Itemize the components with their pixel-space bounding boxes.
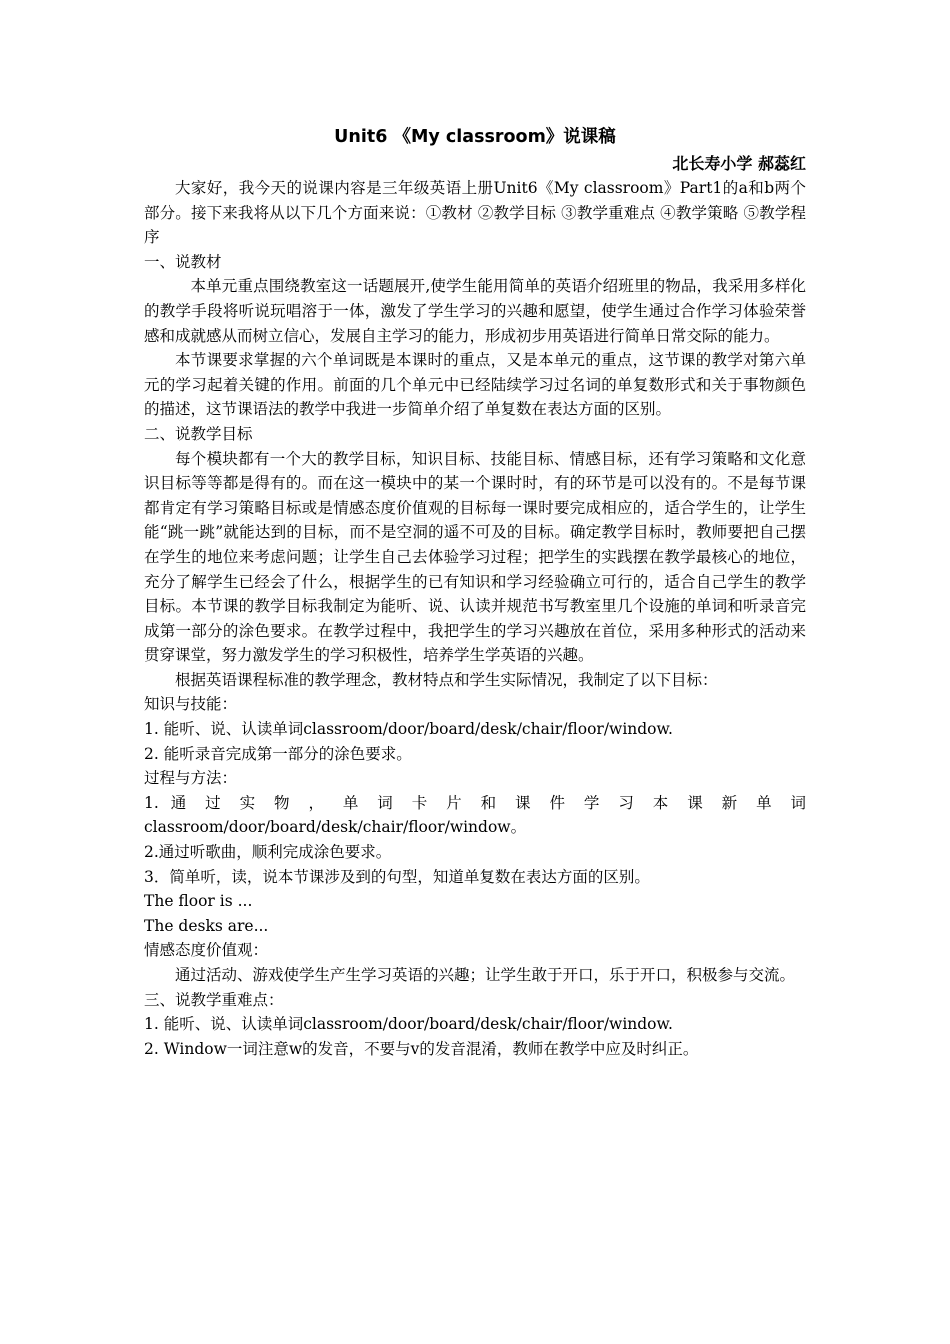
- key-point-1: 1. 能听、说、认读单词classroom/door/board/desk/chair/floor/window.: [144, 1015, 673, 1034]
- sentence-pattern-1: The floor is ...: [144, 892, 253, 911]
- attitude-paragraph: 通过活动、游戏使学生产生学习英语的兴趣；让学生敢于开口，乐于开口，积极参与交流。: [175, 966, 796, 984]
- section1-paragraph-1: 本单元重点围绕教室这一话题展开,使学生能用简单的英语介绍班里的物品，我采用多样化的教学手段将听说玩唱溶于一体，激发了学生学习的兴趣和愿望，使学生通过合作学习体验荣誉感和成就感从而树立信心，发展自主学习的能力，形成初步用英语进行简单日常交际的能力。: [144, 277, 806, 345]
- attitude-heading: 情感态度价值观：: [144, 941, 269, 960]
- document-title: Unit6 《My classroom》说课稿: [334, 127, 616, 147]
- section2-paragraph-2: 根据英语课程标准的教学理念，教材特点和学生实际情况，我制定了以下目标：: [175, 670, 718, 689]
- section1-paragraph-2: 本节课要求掌握的六个单词既是本课时的重点，又是本单元的重点，这节课的教学对第六单元的学习起着关键的作用。前面的几个单元中已经陆续学习过名词的单复数形式和关于事物颜色的描述，这节课语法的教学中我进一步简单介绍了单复数在表达方面的区别。: [144, 351, 806, 419]
- process-heading: 过程与方法：: [144, 769, 238, 788]
- process-item-1-line-1: 1. 通 过 实 物 ， 单 词 卡 片 和 课 件 学 习 本 课 新 单 词: [144, 793, 806, 812]
- intro-paragraph: 大家好，我今天的说课内容是三年级英语上册Unit6《My classroom》Part1的a和b两个部分。接下来我将从以下几个方面来说：①教材 ②教学目标 ③教学重难点 ④教学策略 ⑤教学程序: [144, 179, 806, 247]
- process-item-2: 2.通过听歌曲，顺利完成涂色要求。: [144, 843, 392, 862]
- process-item-3: 3．简单听，读，说本节课涉及到的句型，知道单复数在表达方面的区别。: [144, 867, 650, 886]
- document-page: [144, 124, 806, 1061]
- section3-heading: 三、说教学重难点：: [144, 990, 284, 1009]
- knowledge-heading: 知识与技能：: [144, 695, 238, 714]
- section1-heading: 一、说教材: [144, 252, 222, 271]
- process-item-1-line-2: classroom/door/board/desk/chair/floor/window。: [144, 818, 527, 837]
- key-point-2: 2. Window一词注意w的发音，不要与v的发音混淆，教师在教学中应及时纠正。: [144, 1039, 699, 1058]
- sentence-pattern-2: The desks are...: [144, 916, 269, 935]
- knowledge-item-2: 2. 能听录音完成第一部分的涂色要求。: [144, 744, 412, 763]
- section2-paragraph-1: 每个模块都有一个大的教学目标，知识目标、技能目标、情感目标，还有学习策略和文化意识目标等等都是得有的。而在这一模块中的某一个课时时，有的环节是可以没有的。不是每节课都肯定有学习策略目标或是情感态度价值观的目标每一课时要完成相应的，适合学生的，让学生能“跳一跳”就能达到的目标，而不是空洞的遥不可及的目标。确定教学目标时，教师要把自己摆在学生的地位来考虑问题；让学生自己去体验学习过程；把学生的实践摆在教学最核心的地位，充分了解学生已经会了什么，根据学生的已有知识和学习经验确立可行的，适合自己学生的教学目标。本节课的教学目标我制定为能听、说、认读并规范书写教室里几个设施的单词和听录音完成第一部分的涂色要求。在教学过程中，我把学生的学习兴趣放在首位，采用多种形式的活动来贯穿课堂，努力激发学生的学习积极性，培养学生学英语的兴趣。: [144, 449, 806, 665]
- knowledge-item-1: 1. 能听、说、认读单词classroom/door/board/desk/chair/floor/window.: [144, 720, 673, 739]
- section2-heading: 二、说教学目标: [144, 424, 253, 443]
- author-line: 北长寿小学 郝蕊红: [672, 154, 806, 173]
